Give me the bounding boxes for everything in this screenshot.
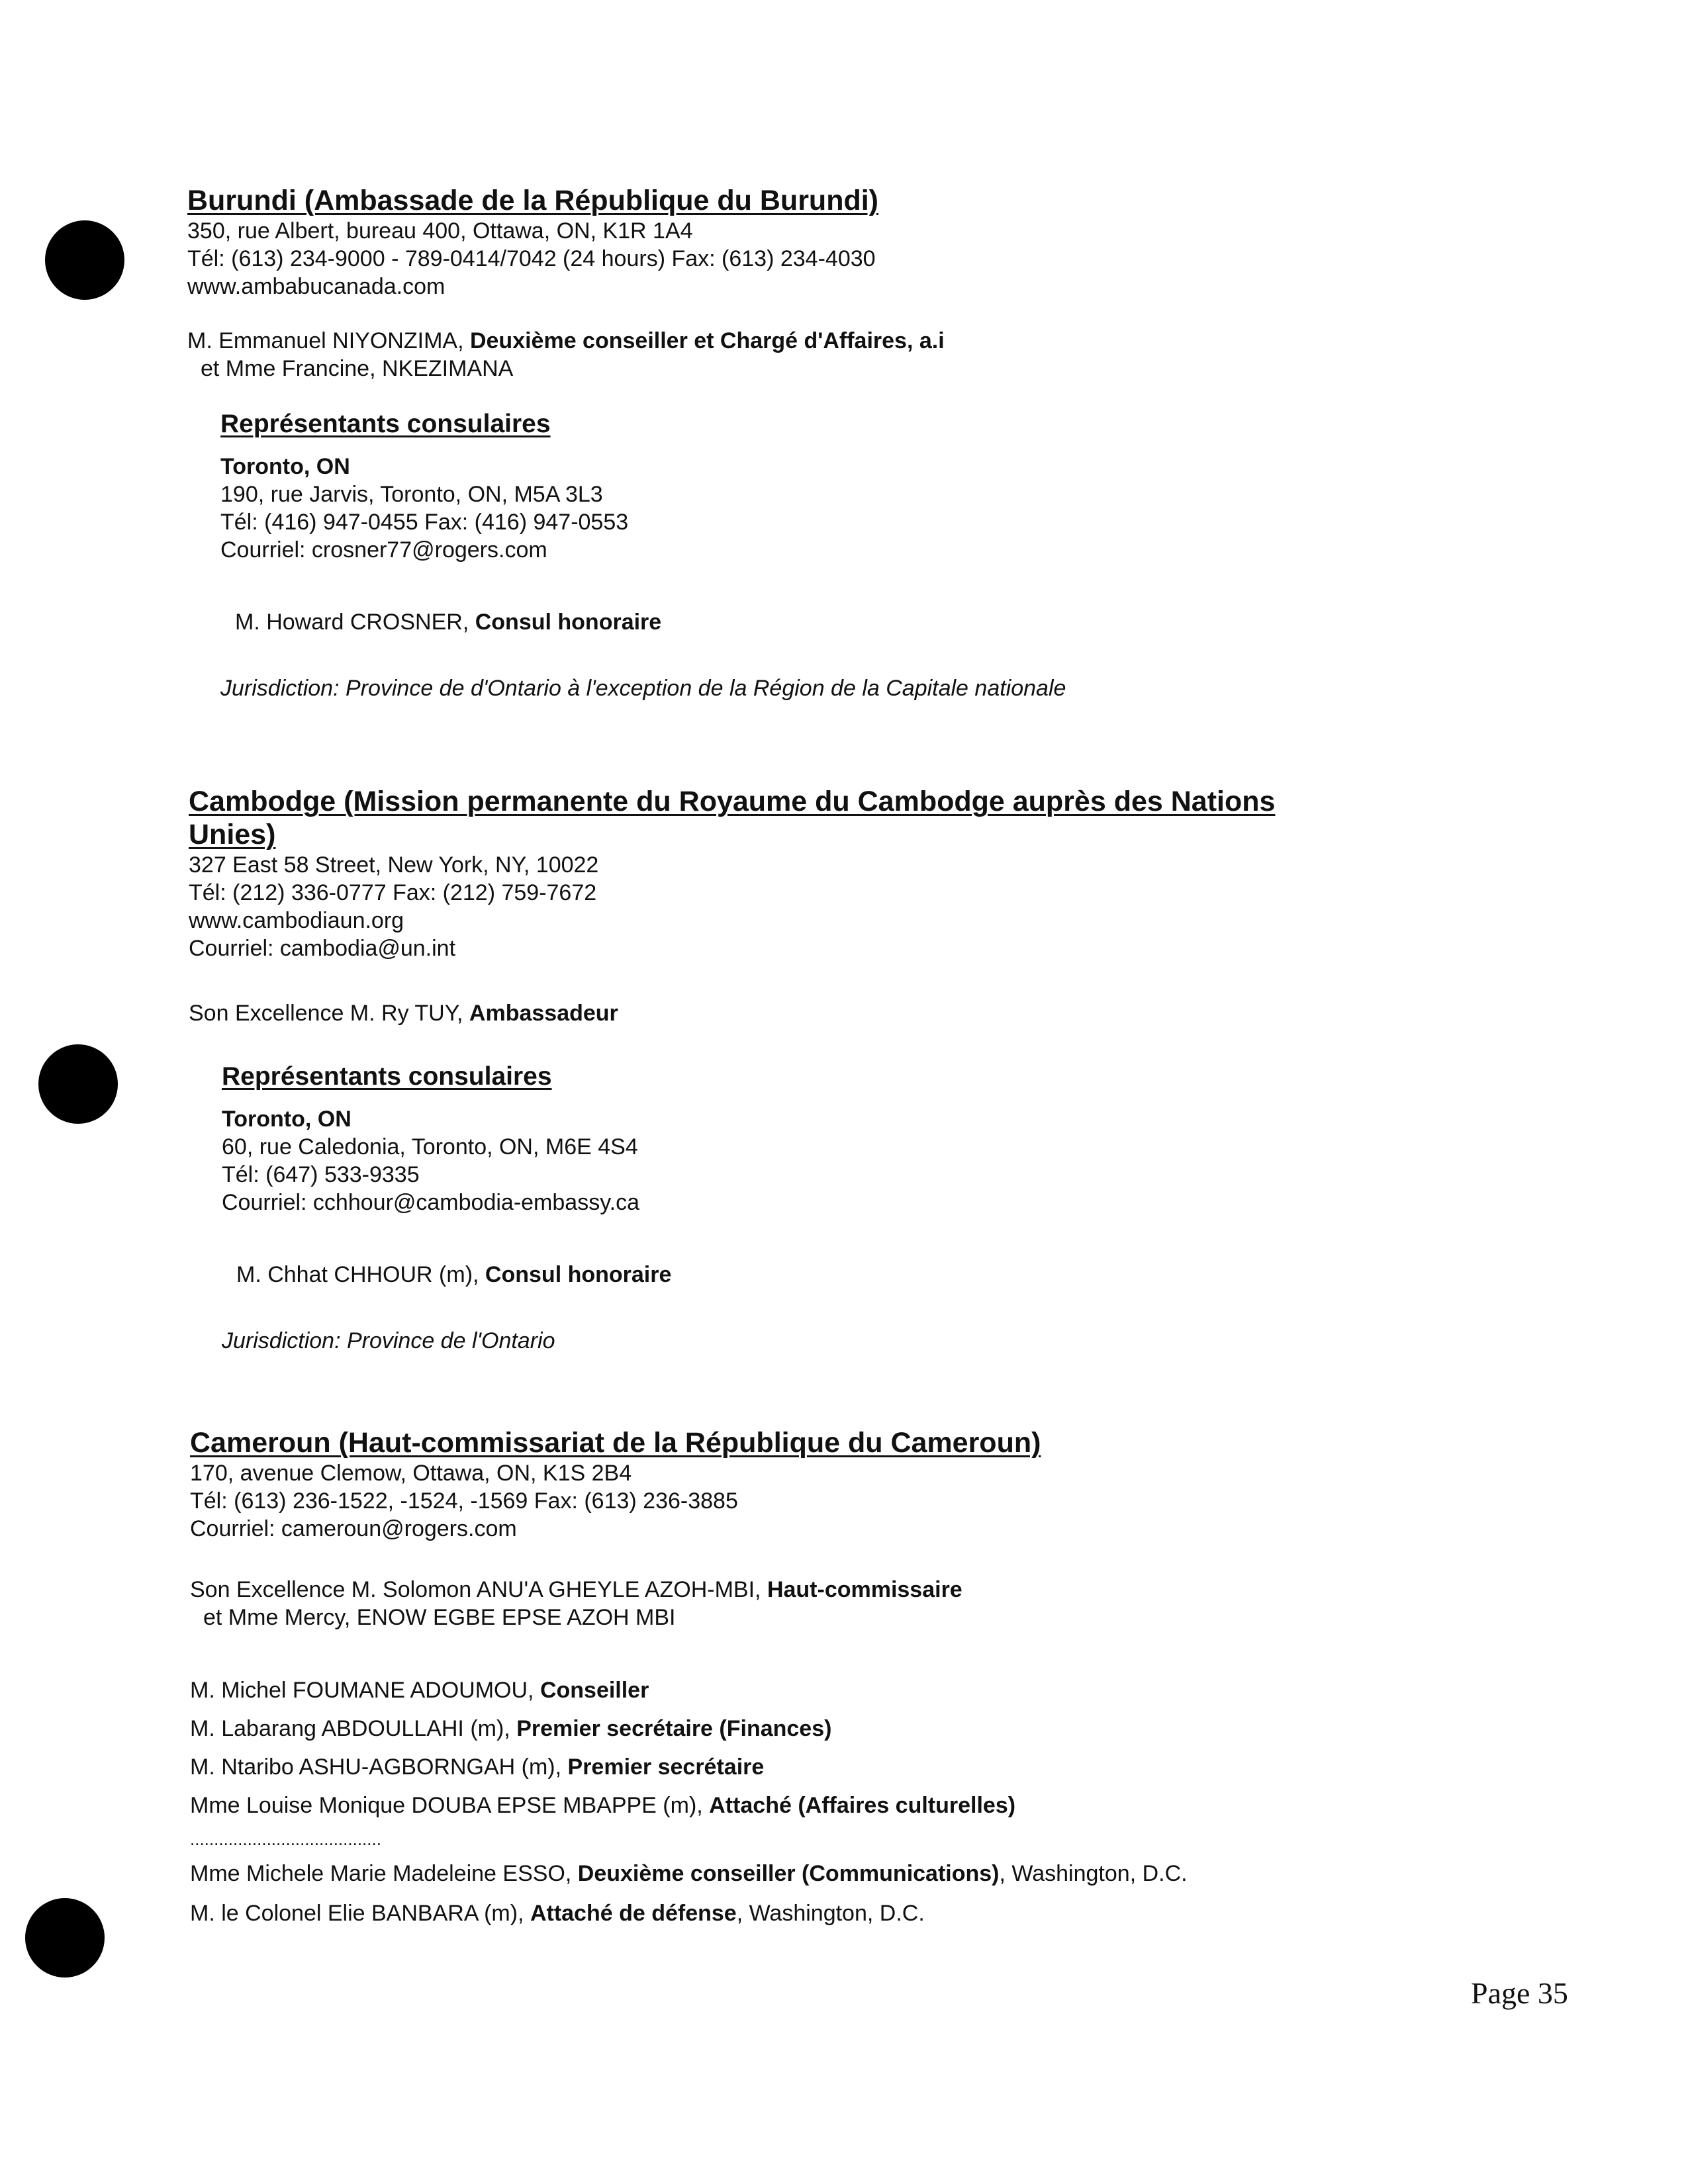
staff-row xyxy=(190,1748,1514,1786)
staff-name: M. Labarang ABDOULLAHI (m), xyxy=(190,1716,517,1741)
cameroun-staff-list xyxy=(190,1671,1514,1933)
cambodge-email[interactable]: Courriel: cambodia@un.int xyxy=(189,936,456,961)
staff-name: Mme Michele Marie Madeleine ESSO, xyxy=(190,1861,578,1886)
cambodge-entry xyxy=(189,785,1513,1355)
staff-row xyxy=(190,1854,1514,1893)
staff-title: Premier secrétaire (Finances) xyxy=(516,1716,832,1741)
cameroun-heading: Cameroun (Haut-commissariat de la République du Cameroun) xyxy=(190,1427,1041,1459)
cambodge-website[interactable]: www.cambodiaun.org xyxy=(189,908,404,933)
consul-title: Consul honoraire xyxy=(485,1262,672,1287)
jurisdiction: Jurisdiction: Province de l'Ontario xyxy=(222,1328,555,1353)
staff-name: Mme Louise Monique DOUBA EPSE MBAPPE (m), xyxy=(190,1793,710,1818)
honorary-consul xyxy=(222,1261,1513,1289)
staff-row xyxy=(190,1786,1514,1825)
honorary-consul xyxy=(220,608,1511,636)
consular-address: 190, rue Jarvis, Toronto, ON, M5A 3L3 xyxy=(220,482,603,507)
staff-name: M. Michel FOUMANE ADOUMOU, xyxy=(190,1678,540,1703)
person-title: Deuxième conseiller et Chargé d'Affaires, a.i xyxy=(469,328,945,353)
consul-name: M. Howard CROSNER, xyxy=(235,610,475,635)
consular-email[interactable]: Courriel: cchhour@cambodia-embassy.ca xyxy=(222,1190,640,1215)
consul-title: Consul honoraire xyxy=(475,610,662,635)
binder-hole-top xyxy=(45,220,124,300)
consular-phone: Tél: (416) 947-0455 Fax: (416) 947-0553 xyxy=(220,510,629,535)
staff-name: M. le Colonel Elie BANBARA (m), xyxy=(190,1901,530,1926)
staff-name: M. Ntaribo ASHU-AGBORNGAH (m), xyxy=(190,1754,568,1780)
cameroun-email[interactable]: Courriel: cameroun@rogers.com xyxy=(190,1516,517,1541)
dotted-separator: ........................................ xyxy=(190,1829,381,1849)
staff-title: Premier secrétaire xyxy=(567,1754,765,1780)
burundi-entry xyxy=(187,184,1511,702)
person-name: Son Excellence M. Ry TUY, xyxy=(189,1001,469,1026)
cambodge-head-of-mission xyxy=(189,999,1513,1027)
cameroun-phone: Tél: (613) 236-1522, -1524, -1569 Fax: (613) 236-3885 xyxy=(190,1488,738,1514)
staff-title: Conseiller xyxy=(539,1678,649,1703)
consular-phone: Tél: (647) 533-9335 xyxy=(222,1162,420,1187)
burundi-spouse: et Mme Francine, NKEZIMANA xyxy=(201,356,514,381)
cameroun-head-of-mission xyxy=(190,1576,1514,1604)
consular-city: Toronto, ON xyxy=(222,1107,352,1132)
consular-email[interactable]: Courriel: crosner77@rogers.com xyxy=(220,537,547,563)
binder-hole-bottom xyxy=(25,1898,105,1978)
burundi-head-of-mission xyxy=(187,327,1511,355)
staff-row xyxy=(190,1709,1514,1748)
staff-location: , Washington, D.C. xyxy=(736,1901,925,1926)
staff-title: Attaché (Affaires culturelles) xyxy=(709,1793,1016,1818)
burundi-heading: Burundi (Ambassade de la République du Burundi) xyxy=(187,185,878,216)
burundi-phone: Tél: (613) 234-9000 - 789-0414/7042 (24 hours) Fax: (613) 234-4030 xyxy=(187,246,876,271)
person-name: Son Excellence M. Solomon ANU'A GHEYLE AZOH-MBI, xyxy=(190,1577,767,1602)
cameroun-spouse: et Mme Mercy, ENOW EGBE EPSE AZOH MBI xyxy=(203,1605,676,1630)
consular-heading: Représentants consulaires xyxy=(220,410,551,438)
cambodge-address: 327 East 58 Street, New York, NY, 10022 xyxy=(189,852,599,878)
person-title: Haut-commissaire xyxy=(767,1577,962,1602)
staff-title: Attaché de défense xyxy=(530,1901,737,1926)
staff-location: , Washington, D.C. xyxy=(999,1861,1188,1886)
jurisdiction: Jurisdiction: Province de d'Ontario à l'exception de la Région de la Capitale nationale xyxy=(220,676,1066,701)
cameroun-address: 170, avenue Clemow, Ottawa, ON, K1S 2B4 xyxy=(190,1461,632,1486)
consular-address: 60, rue Caledonia, Toronto, ON, M6E 4S4 xyxy=(222,1134,638,1160)
cambodge-consular-section xyxy=(189,1062,1513,1355)
staff-row xyxy=(190,1671,1514,1709)
staff-title: Deuxième conseiller (Communications) xyxy=(577,1861,1000,1886)
page-number: Page 35 xyxy=(1471,1976,1568,2010)
burundi-consular-section xyxy=(187,409,1511,702)
person-title: Ambassadeur xyxy=(469,1001,618,1026)
cameroun-entry xyxy=(190,1426,1514,1933)
burundi-website[interactable]: www.ambabucanada.com xyxy=(187,274,445,299)
binder-hole-middle xyxy=(38,1044,118,1124)
consul-name: M. Chhat CHHOUR (m), xyxy=(236,1262,485,1287)
cambodge-heading: Cambodge (Mission permanente du Royaume du Cambodge auprès des Nations Unies) xyxy=(189,786,1276,850)
consular-heading: Représentants consulaires xyxy=(222,1062,552,1091)
person-name: M. Emmanuel NIYONZIMA, xyxy=(187,328,470,353)
burundi-address: 350, rue Albert, bureau 400, Ottawa, ON, K1R 1A4 xyxy=(187,218,693,244)
staff-row xyxy=(190,1893,1514,1933)
consular-city: Toronto, ON xyxy=(220,454,350,479)
cambodge-phone: Tél: (212) 336-0777 Fax: (212) 759-7672 xyxy=(189,880,597,905)
